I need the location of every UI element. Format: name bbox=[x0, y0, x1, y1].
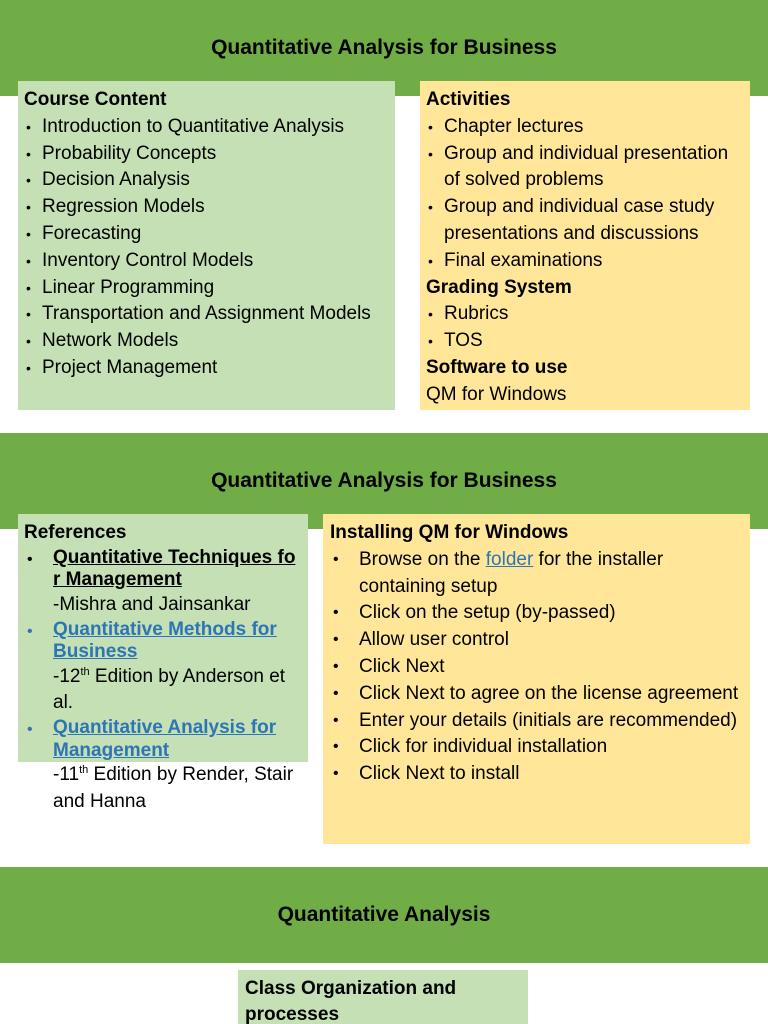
course-content-heading: Course Content bbox=[24, 89, 167, 110]
list-item: • Transportation and Assignment Models bbox=[24, 301, 389, 328]
software-value: QM for Windows bbox=[426, 383, 567, 405]
slide-1-title: Quantitative Analysis for Business bbox=[211, 36, 557, 59]
installing-steps bbox=[330, 547, 746, 788]
class-organization-box bbox=[238, 970, 528, 1024]
list-item: • Browse on the folder for the installer containing setup bbox=[330, 547, 746, 601]
list-item: • Click Next to install bbox=[330, 761, 746, 788]
reference-item bbox=[24, 547, 306, 619]
list-item: • Allow user control bbox=[330, 627, 746, 654]
list-item: • Linear Programming bbox=[24, 275, 389, 302]
grading-system-list bbox=[426, 301, 746, 355]
list-item: • Chapter lectures bbox=[426, 114, 746, 141]
reference-note: -12th Edition by Anderson et al. bbox=[53, 665, 286, 714]
slide-2 bbox=[0, 433, 768, 866]
references-heading: References bbox=[24, 522, 127, 543]
slide-2-title: Quantitative Analysis for Business bbox=[211, 469, 557, 492]
installing-heading: Installing QM for Windows bbox=[330, 522, 569, 543]
reference-link[interactable]: • Quantitative Analysis for Management bbox=[53, 717, 277, 761]
reference-link[interactable]: • Quantitative Methods for Business bbox=[53, 618, 277, 663]
list-item: • Click for individual installation bbox=[330, 734, 746, 761]
slide-3 bbox=[0, 867, 768, 1024]
class-organization-heading: Class Organization and processes bbox=[245, 978, 457, 1024]
activities-list bbox=[426, 114, 746, 275]
list-item: • Inventory Control Models bbox=[24, 248, 389, 275]
grading-system-heading: Grading System bbox=[426, 276, 572, 298]
reference-item bbox=[24, 717, 306, 816]
reference-item bbox=[24, 619, 306, 718]
list-item: • Decision Analysis bbox=[24, 167, 389, 194]
list-item: • Click Next to agree on the license agreement bbox=[330, 681, 746, 708]
course-content-list bbox=[24, 114, 389, 382]
slide-1 bbox=[0, 0, 768, 432]
list-item: • Forecasting bbox=[24, 221, 389, 248]
list-item: • TOS bbox=[426, 328, 746, 355]
reference-note: -Mishra and Jainsankar bbox=[53, 593, 251, 615]
list-item: • Final examinations bbox=[426, 248, 746, 275]
list-item: • Enter your details (initials are recommended) bbox=[330, 708, 746, 735]
folder-link[interactable]: folder bbox=[485, 548, 534, 570]
list-item: • Project Management bbox=[24, 355, 389, 382]
list-item: • Group and individual case study presentations and discussions bbox=[426, 194, 746, 248]
list-item: • Regression Models bbox=[24, 194, 389, 221]
list-item: • Introduction to Quantitative Analysis bbox=[24, 114, 389, 141]
installing-box bbox=[323, 514, 750, 844]
reference-title: • Quantitative Techniques fo r Management bbox=[53, 546, 296, 591]
list-item: • Rubrics bbox=[426, 301, 746, 328]
list-item: • Network Models bbox=[24, 328, 389, 355]
list-item: • Probability Concepts bbox=[24, 141, 389, 168]
list-item: • Click Next bbox=[330, 654, 746, 681]
course-content-box bbox=[18, 81, 395, 410]
activities-heading: Activities bbox=[426, 89, 511, 110]
list-item: • Click on the setup (by-passed) bbox=[330, 600, 746, 627]
references-content bbox=[18, 514, 310, 834]
list-item: • Group and individual presentation of solved problems bbox=[426, 141, 746, 195]
references-list bbox=[24, 547, 306, 816]
activities-box bbox=[420, 81, 750, 410]
reference-note: -11th Edition by Render, Stair and Hanna bbox=[53, 764, 294, 812]
software-heading: Software to use bbox=[426, 356, 568, 378]
slide-3-title: Quantitative Analysis bbox=[277, 903, 491, 926]
slide-3-title-band bbox=[0, 867, 768, 963]
